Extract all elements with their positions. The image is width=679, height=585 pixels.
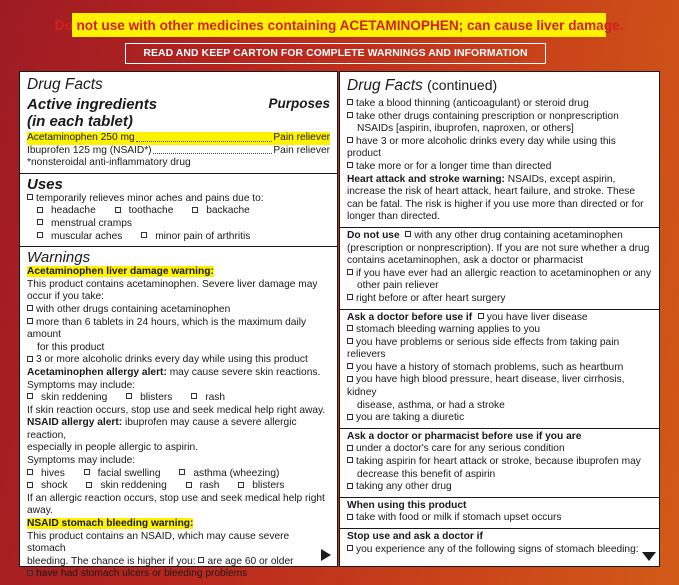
bullet-icon	[347, 445, 353, 451]
drug-facts-title: Drug Facts	[27, 76, 103, 93]
stomach-bleeding-heading: NSAID stomach bleeding warning:	[27, 518, 194, 530]
continued-section: Drug Facts (continued) take a blood thinning (anticoagulant) or steroid drug take other drugs containing prescription or nonprescription NSAIDs [aspirin, ibuprofen, naproxen, or others] have 3 or more alcoholic drinks every day while using this product take more or for a longer time than directed Heart attack and stroke warning: NSAIDs, except aspirin, increase the risk of heart attack, heart failure, and stroke. These can be fatal. The risk is higher if you use more than directed or for longer than directed.	[340, 72, 659, 228]
drug-facts-continued-title: Drug Facts (continued)	[347, 77, 498, 94]
when-using-heading: When using this product	[347, 499, 467, 511]
uses-section: Uses temporarily relieves minor aches and pains due to: headache toothache backache menstrual cramps muscular aches minor pain of arthritis	[20, 174, 337, 247]
continue-arrow-icon	[321, 549, 331, 561]
bullet-icon	[126, 393, 132, 399]
bullet-icon	[478, 313, 484, 319]
bullet-icon	[37, 207, 43, 213]
bullet-icon	[347, 376, 353, 382]
drug-facts-left-panel	[19, 71, 338, 580]
bullet-icon	[347, 269, 353, 275]
ask-pharmacist-heading: Ask a doctor or pharmacist before use if you are	[347, 430, 582, 442]
when-using-section: When using this product take with food or milk if stomach upset occurs	[340, 498, 659, 529]
warnings-section: Warnings Acetaminophen liver damage warning: This product contains acetaminophen. Severe liver damage may occur if you take: with other drugs containing acetaminophen more than 6 tablets in 24 hours, which is the maximum daily amount for this product 3 or more alcoholic drinks every day while using this product Acetaminophen allergy alert: may cause severe skin reactions. Symptoms may include: skin reddening blisters rash If skin reaction occurs, stop use and seek medical help right away. NSAID allergy alert: ibuprofen may cause a severe allergic reaction, especially in people allergic to aspirin. Symptoms may include: hives facial swelling asthma (wheezing) shock skin reddening rash blisters If an allergic reaction occurs, stop use and seek medical help right away. NSAID stomach bleeding warning: This product contains an NSAID, which may cause severe stomach bleeding. The chance is higher if you: are age 60 or older have had stomach ulcers or bleeding problems	[20, 247, 337, 584]
active-ingredients-heading: Active ingredients	[27, 96, 158, 113]
bullet-icon	[347, 137, 353, 143]
bullet-icon	[192, 207, 198, 213]
bullet-icon	[27, 305, 33, 311]
active-ingredients-subheading: (in each tablet)	[27, 113, 133, 130]
heart-warning-heading: Heart attack and stroke warning:	[347, 173, 505, 185]
acetaminophen-warning-banner: Do not use with other medicines containing ACETAMINOPHEN; can cause liver damage.	[72, 13, 606, 37]
stop-use-section: Stop use and ask a doctor if you experience any of the following signs of stomach bleeding:	[340, 529, 659, 559]
uses-title: Uses	[27, 175, 63, 193]
bullet-icon	[347, 545, 353, 551]
continue-down-arrow-icon	[642, 552, 656, 561]
warnings-title: Warnings	[27, 249, 91, 267]
bullet-icon	[347, 294, 353, 300]
ask-pharmacist-section: Ask a doctor or pharmacist before use if you are under a doctor's care for any serious condition taking aspirin for heart attack or stroke, because ibuprofen may decrease this benefit of aspirin taking any other drug	[340, 429, 659, 498]
bullet-icon	[347, 338, 353, 344]
allergy-alert-heading: Acetaminophen allergy alert:	[27, 366, 167, 378]
bullet-icon	[27, 393, 33, 399]
ask-doctor-section: Ask a doctor before use if you have liver disease stomach bleeding warning applies to you you have problems or serious side effects from taking pain relievers you have a history of stomach problems, such as heartburn you have high blood pressure, heart disease, liver cirrhosis, kidney disease, asthma, or had a stroke you are taking a diuretic	[340, 310, 659, 429]
bullet-icon	[27, 482, 33, 488]
do-not-use-section: Do not use with any other drug containing acetaminophen (prescription or nonprescription). If you are not sure whether a drug contains acetaminophen, ask a doctor or pharmacist if you have ever had an allergic reaction to acetaminophen or any other pain reliever right before or after heart surgery	[340, 228, 659, 310]
liver-warning-heading: Acetaminophen liver damage warning:	[27, 266, 214, 278]
bullet-icon	[86, 482, 92, 488]
active-ingredients-section	[20, 72, 337, 174]
bullet-icon	[347, 414, 353, 420]
stop-use-heading: Stop use and ask a doctor if	[347, 531, 483, 542]
bullet-icon	[347, 112, 353, 118]
bullet-icon	[347, 325, 353, 331]
drug-facts-right-panel	[339, 71, 660, 567]
do-not-use-heading: Do not use	[347, 229, 400, 241]
bullet-icon	[347, 363, 353, 369]
bullet-icon	[37, 219, 43, 225]
ingredient-row: Acetaminophen 250 mg Pain reliever	[27, 132, 330, 143]
bullet-icon	[37, 232, 43, 238]
bullet-icon	[198, 557, 204, 563]
bullet-icon	[84, 469, 90, 475]
uses-list: headache toothache backache menstrual cramps	[27, 205, 330, 230]
bullet-icon	[27, 318, 33, 324]
bullet-icon	[179, 469, 185, 475]
bullet-icon	[347, 99, 353, 105]
bullet-icon	[347, 162, 353, 168]
bullet-icon	[186, 482, 192, 488]
bullet-icon	[347, 457, 353, 463]
bullet-icon	[238, 482, 244, 488]
bullet-icon	[27, 469, 33, 475]
read-carton-banner: READ AND KEEP CARTON FOR COMPLETE WARNINGS AND INFORMATION	[125, 43, 546, 64]
bullet-icon	[141, 232, 147, 238]
bullet-icon	[115, 207, 121, 213]
bullet-icon	[27, 570, 33, 576]
nsaid-footnote: *nonsteroidal anti-inflammatory drug	[27, 157, 191, 169]
bullet-icon	[27, 194, 33, 200]
nsaid-allergy-heading: NSAID allergy alert:	[27, 417, 123, 429]
ingredient-row: Ibuprofen 125 mg (NSAID*) Pain reliever	[27, 144, 330, 156]
bullet-icon	[27, 356, 33, 362]
purposes-heading: Purposes	[268, 96, 330, 111]
bullet-icon	[347, 514, 353, 520]
bullet-icon	[347, 483, 353, 489]
bullet-icon	[191, 393, 197, 399]
ask-doctor-heading: Ask a doctor before use if	[347, 311, 473, 323]
bullet-icon	[405, 231, 411, 237]
